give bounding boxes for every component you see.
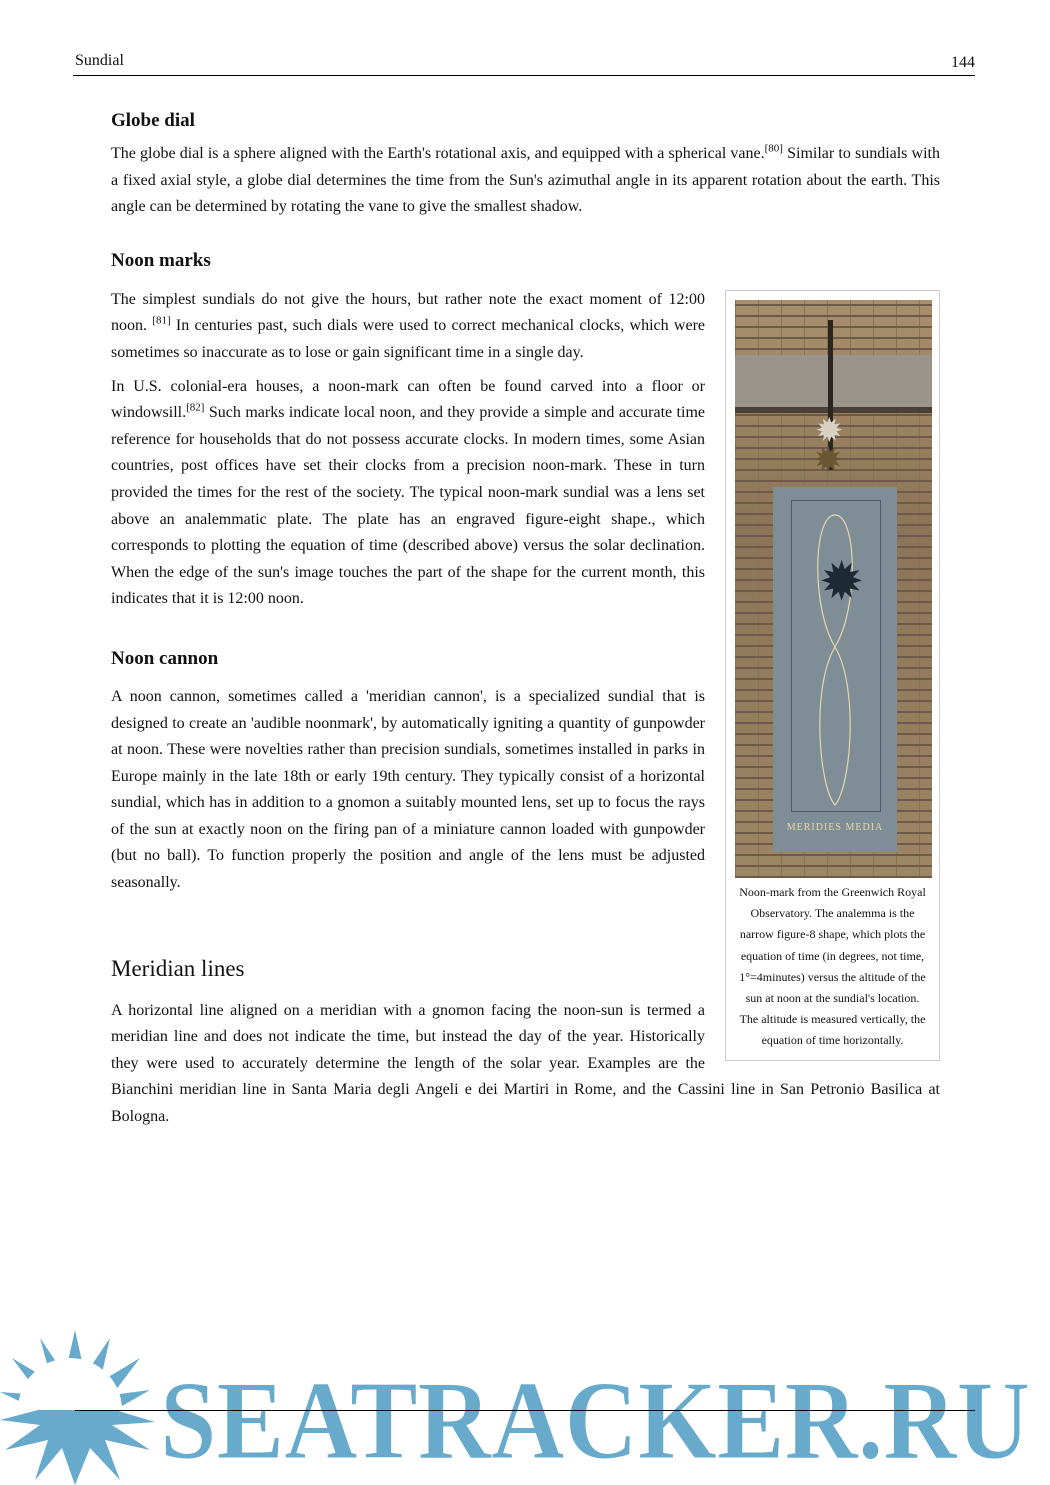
star-shadow: ✹ (813, 440, 844, 480)
globe-dial-paragraph (111, 141, 940, 221)
citation-82[interactable]: [82] (186, 401, 205, 414)
dial-slab (773, 487, 897, 852)
text: Similar to sundials with a fixed axial style, a globe dial determines the time from the Sun's azimuthal angle in its apparent rotation about the earth. This angle can be determined by rotating the vane to give the smallest shadow. (111, 145, 941, 216)
header-rule (73, 75, 975, 76)
seatracker-watermark (0, 1330, 1050, 1485)
noon-cannon-paragraph: A noon cannon, sometimes called a 'meridian cannon', is a specialized sundial that is designed to create an 'audible noonmark', by automatically igniting a quantity of gunpowder at noon. These were novelties rather than precision sundials, sometimes installed in parks in Europe mainly in the late 18th or early 19th century. They typically consist of a horizontal sundial, which has in addition to a gnomon a suitably mounted lens, set up to focus the rays of the sun at exactly noon on the firing pan of a miniature cannon loaded with gunpowder (but no ball). To function properly the position and angle of the lens must be adjusted seasonally. (111, 687, 705, 892)
heading-noon-cannon: Noon cannon (111, 647, 219, 669)
heading-noon-marks: Noon marks (111, 249, 211, 271)
page-number: 144 (951, 54, 975, 71)
sun-logo-icon (0, 1330, 155, 1485)
running-title: Sundial (75, 52, 124, 69)
dial-motto: MERIDIES MEDIA (786, 822, 884, 833)
text: The globe dial is a sphere aligned with the Earth's rotational axis, and equipped with a spherical vane. (111, 145, 765, 162)
meridian-lines-paragraph: A horizontal line aligned on a meridian with a gnomon facing the noon-sun is termed a meridian line and does not indicate the time, but instead the day of the year. Historically they were used to accurately determine the length of the solar year. Examples are the Bianchini meridian line in Santa Maria degli Angeli e dei Martiri in Rome, and the Cassini line in San Petronio Basilica at Bologna. (111, 1001, 940, 1126)
text: In centuries past, such dials were used to correct mechanical clocks, which were sometimes so inaccurate as to lose or gain significant time in a single day. (111, 317, 705, 361)
page-content (111, 108, 940, 1131)
heading-meridian-lines: Meridian lines (111, 955, 245, 981)
citation-80[interactable]: [80] (764, 142, 783, 155)
watermark-text: SEATRACKER.RU (160, 1359, 1030, 1483)
dial-border (791, 500, 881, 812)
footer-rule (75, 1410, 975, 1411)
text: Such marks indicate local noon, and they provide a simple and accurate time reference for households that do not possess accurate clocks. In modern times, some Asian countries, post offices have set their clocks from a precision noon-mark. These in turn provided the times for the rest of the society. The typical noon-mark sundial was a lens set above an analemmatic plate. The plate has an engraved figure-eight shape., which corresponds to plotting the equation of time (described above) versus the solar declination. When the edge of the sun's image touches the part of the shape for the current month, this indicates that it is 12:00 noon. (111, 404, 705, 608)
gnomon-star: ✹ (815, 413, 844, 450)
citation-81[interactable]: [81] (152, 315, 171, 328)
text: The simplest sundials do not give the hours, but rather note the exact moment of 12:00 noon. (111, 290, 705, 335)
figure-caption: Noon-mark from the Greenwich Royal Observatory. The analemma is the narrow figure-8 shape, which plots the equation of time (in degrees, not time, 1°=4minutes) versus the altitude of the sun at noon at the sundial's location. The altitude is measured vertically, the equation of time horizontally. (739, 885, 926, 1048)
stone-lintel (735, 355, 932, 413)
heading-globe-dial: Globe dial (111, 110, 195, 131)
figure (725, 290, 940, 1061)
noon-mark-photo (735, 300, 932, 878)
text: In U.S. colonial-era houses, a noon-mark can often be found carved into a floor or windowsill. (111, 377, 705, 422)
star-shadow-icon: ✹ (819, 552, 865, 612)
